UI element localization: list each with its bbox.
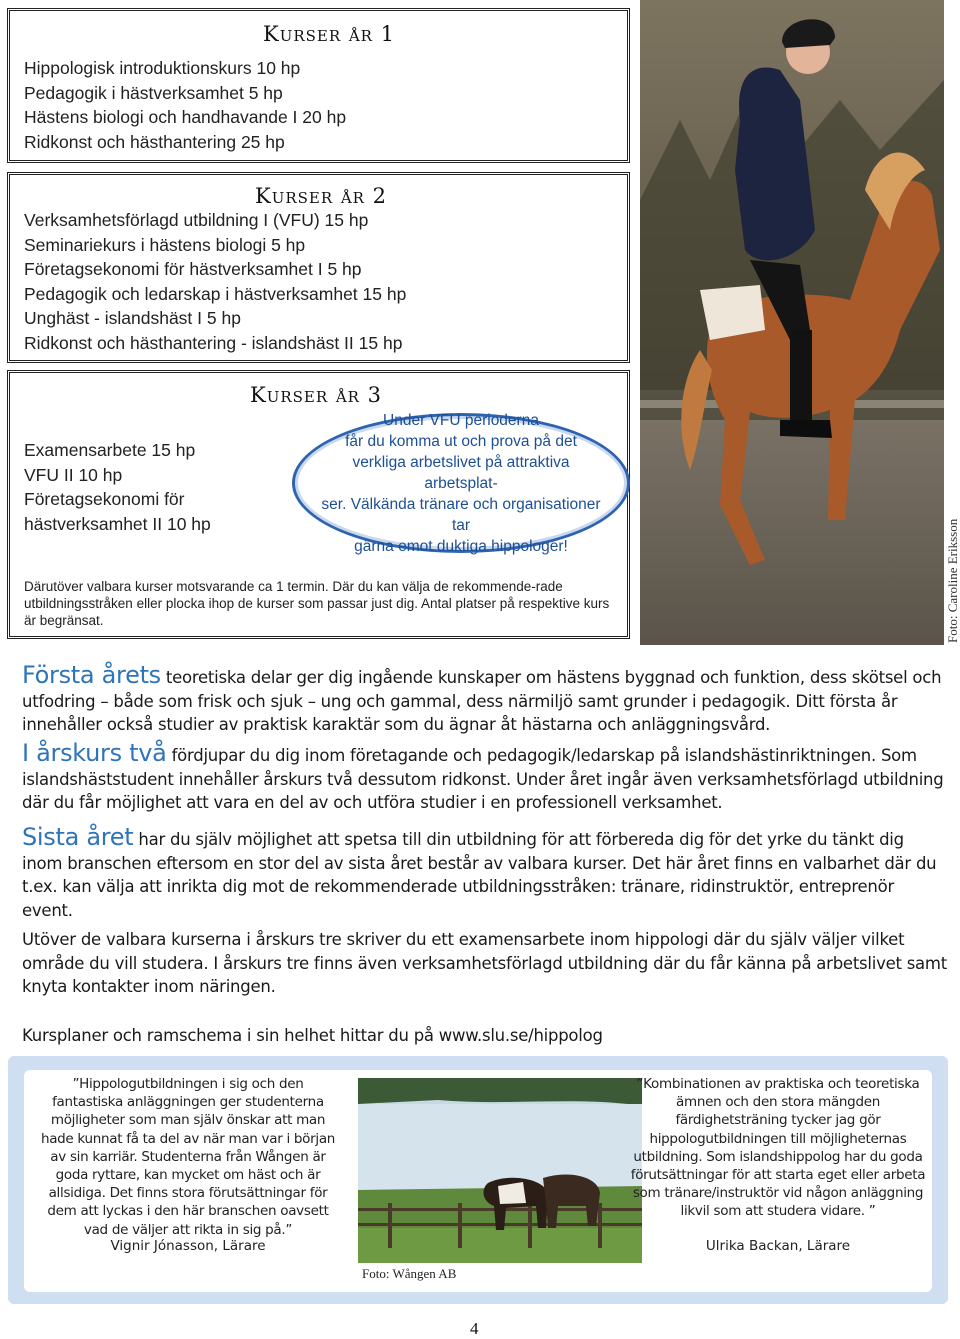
paragraph-text: fördjupar du dig inom företagande och pedagogik/ledarskap på islandshästinriktningen. Som islandshäststudent innehåller årskurs två dessutom ridkonst. Under året ingår även verksamhetsförlagd utbildning där du får möjlighet att vara en del av och utföra studier i en professionell verksamhet. <box>22 746 944 813</box>
vfu-callout <box>292 413 630 553</box>
year2-course-list <box>24 208 406 355</box>
rider-horse-illustration <box>640 0 944 645</box>
paragraph-thesis: Utöver de valbara kurserna i årskurs tre skriver du ett examensarbete inom hippologi där du själv väljer vilket område du vill studera. I årskurs tre finns även verksamhetsförlagd utbildning där du får känna på arbetslivet samt knyta kontakter inom näringen. <box>22 930 947 997</box>
quote-right: ”Kombinationen av praktiska och teoretiska ämnen och den stora mängden färdighetsträning tycker jag gör hippologutbildningen till möjligheternas utbildning. Som islandshippolog har du goda förutsättningar för att starta eget eller arbeta som tränare/instruktör vid någon anläggning likvil som att studera vidare. ” <box>630 1076 926 1220</box>
course-item: VFU II 10 hp <box>24 464 123 485</box>
year3-title: Kurser år 3 <box>250 383 382 407</box>
year1-course-list <box>24 56 346 154</box>
paragraph-lead: Första årets <box>22 661 161 689</box>
course-item: hästverksamhet II 10 hp <box>24 513 211 534</box>
course-item: Hästens biologi och handhavande I 20 hp <box>24 107 347 127</box>
course-item: Seminariekurs i hästens biologi 5 hp <box>24 234 306 255</box>
rider-horse-photo <box>640 0 944 645</box>
courses-year3-box <box>7 370 630 639</box>
course-item: Examensarbete 15 hp <box>24 440 196 460</box>
course-item: Unghäst - islandshäst I 5 hp <box>24 308 241 328</box>
year1-title: Kurser år 1 <box>263 22 395 46</box>
year2-title: Kurser år 2 <box>255 184 387 208</box>
course-item: Ridkonst och hästhantering 25 hp <box>24 131 285 152</box>
ponies-lake-photo <box>358 1078 642 1263</box>
quote-right-author: Ulrika Backan, Lärare <box>705 1238 851 1254</box>
course-item: Pedagogik och ledarskap i hästverksamhet 15 hp <box>24 283 407 304</box>
course-item: Verksamhetsförlagd utbildning I (VFU) 15 hp <box>24 210 369 230</box>
course-item: Pedagogik i hästverksamhet 5 hp <box>24 82 283 103</box>
course-item: Företagsekonomi för <box>24 489 185 509</box>
photo-small-caption: Foto: Wången AB <box>362 1266 457 1281</box>
paragraph-year3 <box>22 823 947 922</box>
ponies-lake-illustration <box>358 1078 642 1263</box>
quote-left: ”Hippologutbildningen i sig och den fantastiska anläggningen ger studenterna möjligheter som man själv önskar att man hade kunnat få ta del av när man var i början av sin karriär. Studenterna från Wången är goda ryttare, kan mycket om häst och är allsidiga. Det finns stora förutsättningar för dem att lyckas i den här branschen oavsett vad de väljer att rikta in sig på.” <box>40 1076 336 1238</box>
course-item: Företagsekonomi för hästverksamhet I 5 hp <box>24 259 362 279</box>
paragraph-year2 <box>22 739 947 815</box>
paragraph-text: har du själv möjlighet att spetsa till din utbildning för att förbereda dig för det yrke du tänkt dig inom branschen eftersom en stor del av sista året består av valbara kurser. Det här året finns en valbarhet där du t.ex. kan välja att inrikta dig mot de rekommenderade utbildningsstråken: tränare, ridinstruktör, entreprenör event. <box>22 830 937 920</box>
vfu-callout-text: Under VFU perioderna får du komma ut och prova på det verkliga arbetslivet på attraktiva arbetsplat- ser. Välkända tränare och organisationer tar gärna emot duktiga hippologer! <box>321 411 601 555</box>
elective-note: Därutöver valbara kurser motsvarande ca 1 termin. Där du kan välja de rekommende-rade utbildningsstråken eller plocka ihop de kurser som passar just dig. Antal platser på respektive kurs är begränsat. <box>24 579 610 628</box>
quote-left-author: Vignir Jónasson, Lärare <box>110 1238 266 1254</box>
year3-course-list <box>24 438 211 536</box>
course-item: Ridkonst och hästhantering - islandshäst II 15 hp <box>24 332 403 353</box>
paragraph-lead: Sista året <box>22 823 134 851</box>
paragraph-year1 <box>22 661 947 737</box>
paragraph-syllabus-link: Kursplaner och ramschema i sin helhet hittar du på www.slu.se/hippolog <box>22 1026 603 1045</box>
courses-year2-box <box>7 172 630 363</box>
paragraph-text: teoretiska delar ger dig ingående kunskaper om hästens byggnad och funktion, dess skötsel och utfodring – både som frisk och sjuk – ung och gammal, dess närmiljö samt grunder i pedagogik. Ditt första år innehåller också studier av praktisk karaktär som du ägnar åt hästarna och anläggningsvård. <box>22 668 942 735</box>
paragraph-lead: I årskurs två <box>22 739 167 767</box>
photo-credit: Foto: Caroline Eriksson <box>945 518 960 643</box>
courses-year1-box <box>7 8 630 163</box>
page-number: 4 <box>470 1319 479 1338</box>
course-item: Hippologisk introduktionskurs 10 hp <box>24 58 301 78</box>
